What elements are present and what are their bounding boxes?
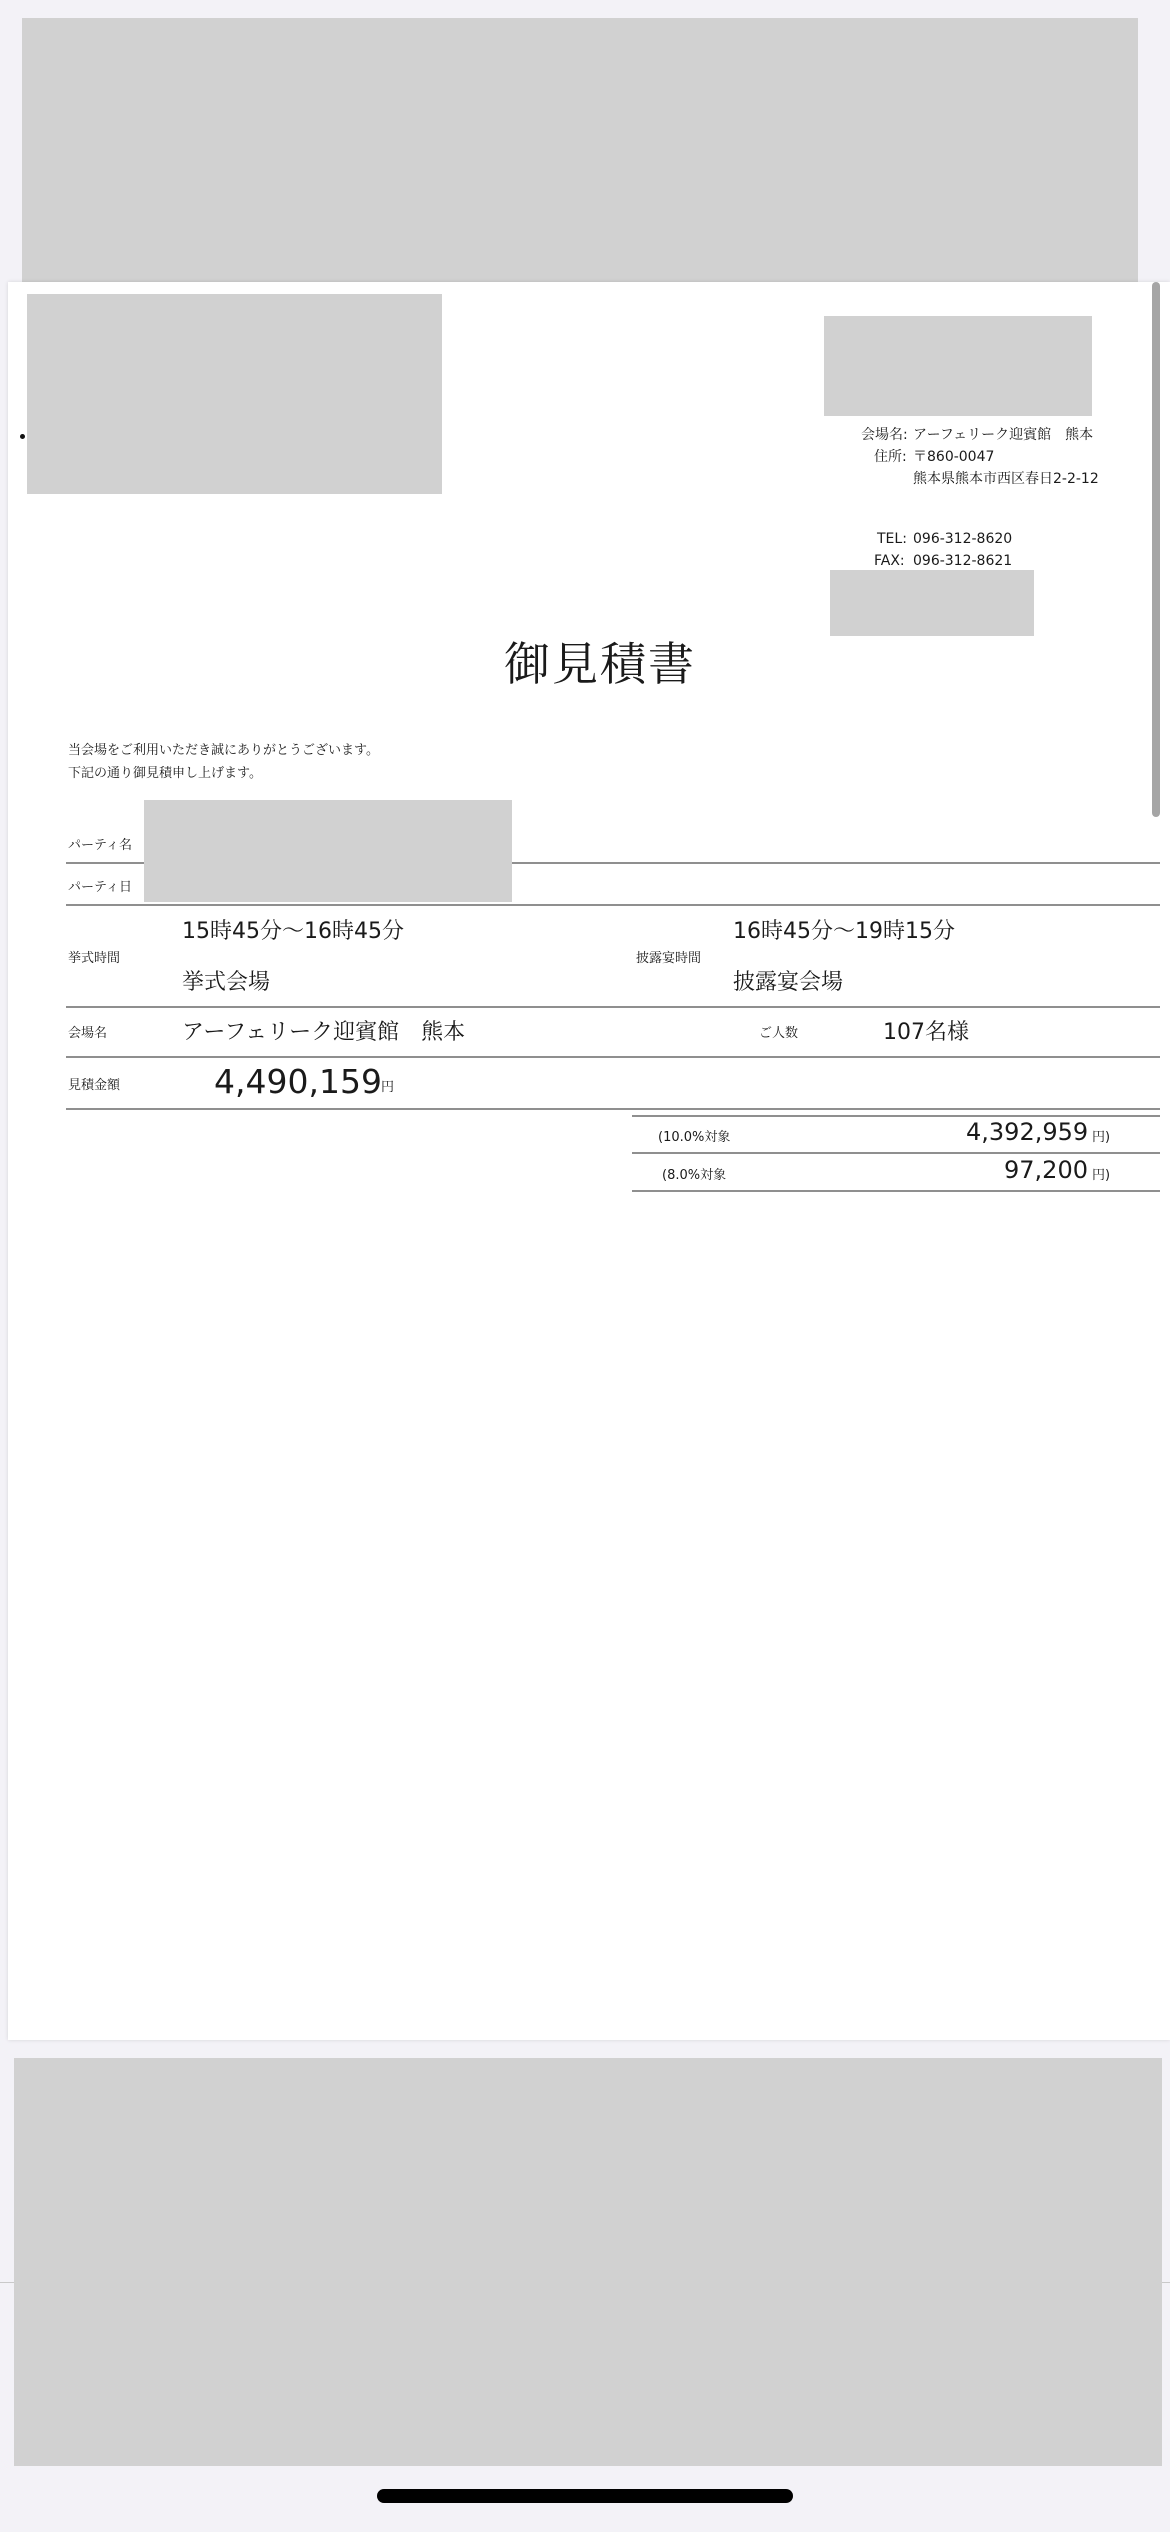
venue-name-value: アーフェリーク迎賓館 熊本 (913, 427, 1094, 443)
address-line: 熊本県熊本市西区春日2-2-12 (913, 471, 1099, 487)
fax-value: 096-312-8621 (913, 553, 1013, 569)
redacted-signature (830, 570, 1034, 636)
redacted-top-block (22, 18, 1138, 294)
ceremony-time: 15時45分〜16時45分 (182, 919, 404, 944)
party-date-rule (66, 904, 1160, 906)
party-date-label: パーティ日 (68, 880, 132, 895)
greeting-line-1: 当会場をご利用いただき誠にありがとうございます。 (68, 743, 379, 758)
tax-10-amount: 4,392,959 (966, 1118, 1089, 1146)
reception-place: 披露宴会場 (733, 970, 844, 995)
tax-8-amount: 97,200 (1004, 1156, 1088, 1184)
tax-10-yen: 円) (1092, 1130, 1111, 1145)
home-indicator[interactable] (377, 2489, 793, 2503)
tax-8-yen: 円) (1092, 1168, 1111, 1183)
venue-name-label: 会場名: (861, 427, 908, 443)
vertical-scrollbar[interactable] (1152, 282, 1160, 817)
redacted-stamp (824, 316, 1092, 416)
tax-bottom-rule (632, 1190, 1160, 1192)
schedule-rule (66, 1006, 1160, 1008)
tax-10-label: (10.0%対象 (658, 1130, 731, 1145)
guests-value: 107名様 (883, 1020, 969, 1045)
postal-code: 〒860-0047 (913, 449, 995, 465)
tax-8-label: (8.0%対象 (662, 1168, 727, 1183)
ceremony-time-label: 挙式時間 (68, 951, 121, 966)
greeting-line-2: 下記の通り御見積申し上げます。 (68, 766, 262, 781)
hall-rule (66, 1056, 1160, 1058)
redacted-bottom-block (14, 2058, 1162, 2466)
ceremony-place: 挙式会場 (182, 970, 271, 995)
estimate-label: 見積金額 (68, 1078, 121, 1093)
bullet-mark (20, 434, 25, 439)
guests-label: ご人数 (759, 1026, 799, 1041)
redacted-logo (27, 294, 442, 494)
party-name-label: パーティ名 (68, 838, 132, 853)
estimate-amount: 4,490,159 (214, 1062, 382, 1101)
tel-label: TEL: (877, 531, 907, 547)
reception-time: 16時45分〜19時15分 (733, 919, 955, 944)
fax-label: FAX: (874, 553, 905, 569)
reception-time-label: 披露宴時間 (636, 951, 702, 966)
tax-mid-rule (632, 1152, 1160, 1154)
estimate-rule (66, 1108, 1160, 1110)
tax-top-rule (632, 1115, 1160, 1117)
document-page[interactable] (8, 282, 1170, 2040)
tel-value: 096-312-8620 (913, 531, 1013, 547)
estimate-yen: 円 (381, 1080, 395, 1095)
redacted-party-info (144, 800, 512, 902)
hall-value: アーフェリーク迎賓館 熊本 (182, 1020, 466, 1045)
document-title: 御見積書 (504, 637, 696, 691)
hall-label: 会場名 (68, 1026, 108, 1041)
address-label: 住所: (874, 449, 907, 465)
